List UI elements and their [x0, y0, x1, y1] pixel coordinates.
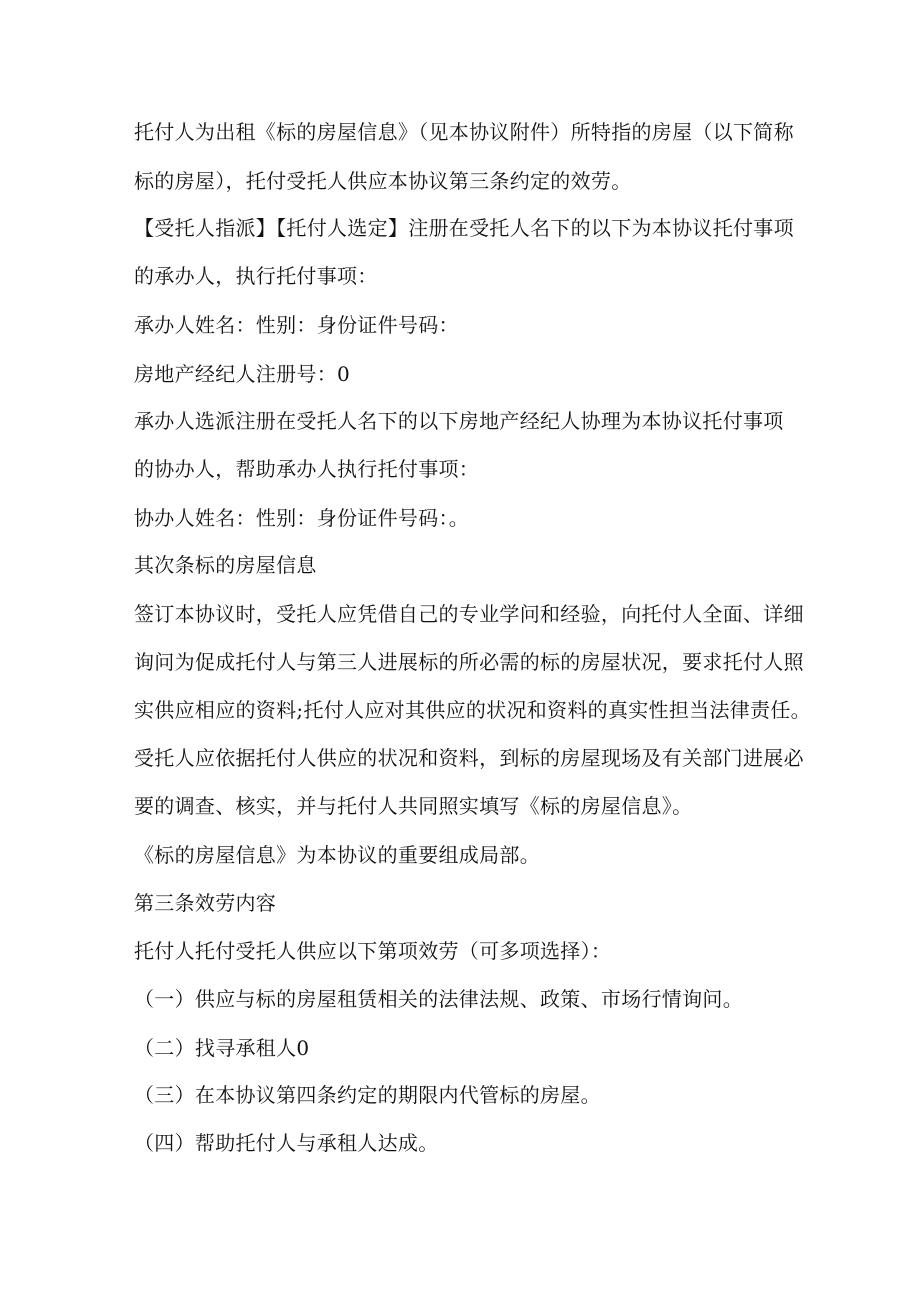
text-line: 《标的房屋信息》为本协议的重要组成局部。: [134, 843, 540, 867]
list-item: （四）帮助托付人与承租人达成。: [134, 1131, 439, 1155]
section-heading: 其次条标的房屋信息: [134, 553, 317, 577]
text-line: 签订本协议时，受托人应凭借自己的专业学问和经验，向托付人全面、详细: [134, 602, 804, 626]
text-line: 的协办人，帮助承办人执行托付事项：: [134, 457, 480, 481]
text-line: 承办人选派注册在受托人名下的以下房地产经纪人协理为本协议托付事项: [134, 409, 784, 433]
text-line: 要的调查、核实，并与托付人共同照实填写《标的房屋信息》。: [134, 794, 693, 818]
list-item: （二）找寻承租人0: [134, 1036, 310, 1060]
text-line: 承办人姓名：性别：身份证件号码：: [134, 313, 459, 337]
list-item: （一）供应与标的房屋租赁相关的法律法规、政策、市场行情询问。: [134, 987, 743, 1011]
list-item: （三）在本协议第四条约定的期限内代管标的房屋。: [134, 1083, 601, 1107]
text-line: 受托人应依据托付人供应的状况和资料，到标的房屋现场及有关部门进展必: [134, 746, 804, 770]
text-line: 托付人托付受托人供应以下第项效劳（可多项选择）：: [134, 939, 612, 963]
text-line: 实供应相应的资料;托付人应对其供应的状况和资料的真实性担当法律责任。: [134, 698, 811, 722]
section-heading: 第三条效劳内容: [134, 891, 277, 915]
text-line: 【受托人指派】【托付人选定】注册在受托人名下的以下为本协议托付事项: [134, 216, 794, 240]
text-line: 托付人为出租《标的房屋信息》（见本协议附件）所特指的房屋（以下简称: [134, 120, 794, 144]
text-line: 标的房屋），托付受托人供应本协议第三条约定的效劳。: [134, 169, 632, 193]
text-line: 房地产经纪人注册号：0: [134, 362, 351, 386]
text-line: 的承办人，执行托付事项：: [134, 264, 378, 288]
text-line: 询问为促成托付人与第三人进展标的所必需的标的房屋状况，要求托付人照: [134, 650, 804, 674]
text-line: 协办人姓名：性别：身份证件号码：。: [134, 506, 470, 530]
